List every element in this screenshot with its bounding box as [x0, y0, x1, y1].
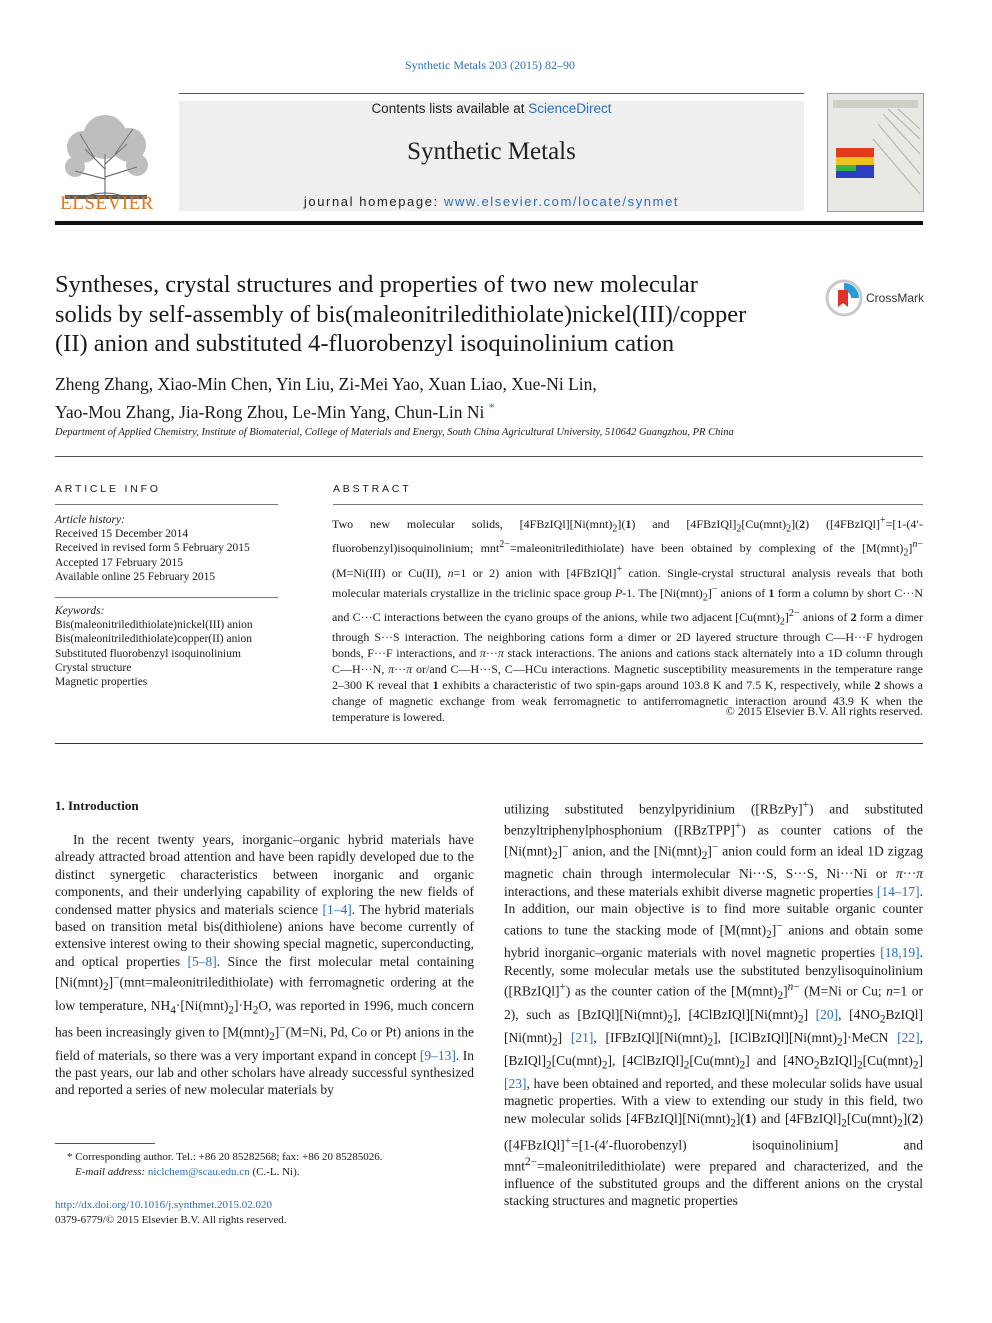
history-item: Accepted 17 February 2015 — [55, 556, 184, 569]
elsevier-wordmark: ELSEVIER — [60, 193, 154, 214]
email-suffix: (C.-L. Ni). — [252, 1165, 300, 1178]
ref-link[interactable]: [21] — [570, 1029, 594, 1045]
history-label: Article history: — [55, 514, 125, 526]
ref-link[interactable]: [14–17] — [876, 883, 920, 899]
keywords-list — [55, 604, 280, 689]
journal-title: Synthetic Metals — [407, 138, 576, 165]
email-link[interactable]: niclchem@scau.edu.cn — [147, 1165, 250, 1178]
affiliation: Department of Applied Chemistry, Institute of Biomaterial, College of Materials and Energy, South China Agricultural University, 510642 Guangzhou, PR China — [55, 427, 734, 438]
keyword-item: Crystal structure — [55, 661, 132, 674]
ref-link[interactable]: [22] — [897, 1029, 920, 1045]
history-item: Available online 25 February 2015 — [55, 570, 216, 583]
header-rule — [55, 221, 923, 225]
article-info-heading: ARTICLE INFO — [55, 483, 161, 495]
abstract-rule — [333, 504, 923, 505]
authors-line: Zheng Zhang, Xiao-Min Chen, Yin Liu, Zi-Mei Yao, Xuan Liao, Xue-Ni Lin, — [55, 374, 597, 394]
ref-link[interactable]: [9–13] — [419, 1047, 456, 1063]
abstract-body: Two new molecular solids, $[4FBzIQl][Ni(mnt)_2](1)$ and $[4FBzIQl]_2[Cu(mnt)_2](2)$ ([4FBzIQl]+=[1-(4′-fluorobenzyl)isoquinolinium; mnt$^{2-}$=maleonitriledithiolate) have been obtained by complexing of the $[M(mnt)_2]^{n-}$ (M=Ni(III) or Cu(II), n=1 or 2) anion with [4FBzIQl]+ cation. Single-crystal structural analysis reveals that both molecular materials crystallize in the triclinic space group P-1. The $[Ni(mnt)_2]^-$ anions of 1 form a column by short C···N and C···C interactions between the cyano groups of the anions, while two adjacent $[Cu(mnt)_2]^{2-}$ anions of 2 form a dimer through S···S interaction. The neighboring cations form a dimer or 2D layered structure through C—H···F hydrogen bonds, F···F interactions, and π···π stack interactions. The anions and cations stack alternately into a 1D column through C—H···N, π···π or/and C—H···S, C—HCu interactions. Magnetic susceptibility measurements in the temperature range 2–300 K reveal that 1 exhibits a characteristic of two spin-gaps around 103.8 K and 7.5 K, respectively, while 2 shows a change of magnetic exchange from weak ferromagnetic to antiferromagnetic interaction around 43.9 K when the temperature is lowered. — [332, 515, 924, 724]
homepage-link[interactable]: www.elsevier.com/locate/synmet — [443, 194, 680, 209]
ref-link[interactable]: [20] — [815, 1006, 839, 1022]
abstract-end-rule — [55, 743, 923, 744]
issn-line: 0379-6779/© 2015 Elsevier B.V. All rights reserved. — [55, 1213, 287, 1226]
introduction-heading: 1. Introduction — [55, 798, 139, 813]
title-line: solids by self-assembly of bis(maleonitriledithiolate)nickel(III)/copper — [55, 300, 747, 328]
ref-link[interactable]: [18,19] — [880, 945, 920, 961]
masthead-top-rule — [179, 93, 804, 94]
history-item: Received in revised form 5 February 2015 — [55, 542, 250, 555]
crossmark-icon — [825, 279, 863, 317]
doi-link[interactable]: http://dx.doi.org/10.1016/j.synthmet.2015.02.020 — [55, 1199, 273, 1211]
footnote-rule — [55, 1143, 155, 1144]
history-item: Received 15 December 2014 — [55, 528, 189, 541]
corresponding-footnote — [55, 1150, 474, 1179]
crossmark-label: CrossMark — [866, 291, 925, 305]
title-line: (II) anion and substituted 4-fluorobenzyl isoquinolinium cation — [55, 330, 675, 357]
journal-citation[interactable]: Synthetic Metals 203 (2015) 82–90 — [405, 58, 575, 72]
article-info-rule — [55, 504, 278, 505]
ref-link[interactable]: [5–8] — [187, 953, 217, 969]
footnote-mark: * — [67, 1151, 73, 1163]
author-list — [55, 373, 815, 424]
abstract-copyright: © 2015 Elsevier B.V. All rights reserved. — [725, 704, 923, 718]
homepage-prefix: journal homepage: — [303, 194, 444, 209]
abstract-heading: ABSTRACT — [333, 483, 412, 495]
email-label: E-mail address: — [75, 1165, 146, 1178]
contents-prefix: Contents lists available at — [371, 101, 529, 116]
keyword-item: Bis(maleonitriledithiolate)copper(II) anion — [55, 633, 253, 646]
keywords-label: Keywords: — [55, 605, 105, 617]
sciencedirect-link[interactable]: ScienceDirect — [528, 101, 612, 116]
contents-line — [179, 101, 804, 116]
article-history — [55, 513, 280, 584]
ref-link[interactable]: [23] — [504, 1075, 527, 1091]
journal-cover-thumbnail[interactable] — [827, 93, 924, 212]
authors-line: Yao-Mou Zhang, Jia-Rong Zhou, Le-Min Yang, Chun-Lin Ni — [55, 401, 485, 422]
intro-paragraph-left: In the recent twenty years, inorganic–organic hybrid materials have already attracted broad attention and have been rapidly developed due to the distinct synergetic characteristics between inorganic and organic components, and their underlying capability of exploring the new fields of condensed matter physics and materials science [1–4]. The hybrid materials based on transition metal bis(dithiolene) anions have become currently of extensive interest owing to their showing special magnetic, superconducting, and optical properties [5–8]. Since the first molecular metal containing $[Ni(mnt)_2]^-(mnt=maleonitriledithiolate)$ with ferromagnetic ordering at the low temperature, $NH_4\cdot[Ni(mnt)_2]\cdot H_2O$, was reported in 1996, much concern has been increasingly given to $[M(mnt)_2]^-(M=Ni$, Pd, Co or Pt) anions in the field of materials, so there was a very important expand in concept [9–13]. In the past years, our lab and other scholars have already successful synthesized and reported a series of new molecular materials by — [55, 832, 475, 1098]
ref-link[interactable]: [1–4] — [322, 901, 352, 917]
article-title — [55, 270, 815, 359]
affiliation-rule — [55, 456, 923, 457]
keywords-rule — [55, 597, 278, 598]
keyword-item: Magnetic properties — [55, 676, 148, 689]
corresponding-author-link[interactable]: * — [488, 400, 495, 414]
title-line: Syntheses, crystal structures and properties of two new molecular — [55, 271, 698, 298]
keyword-item: Substituted fluorobenzyl isoquinolinium — [55, 647, 241, 660]
homepage-line — [179, 194, 804, 209]
correspondence-text: Corresponding author. Tel.: +86 20 85282568; fax: +86 20 85285026. — [75, 1151, 383, 1163]
keyword-item: Bis(maleonitriledithiolate)nickel(III) anion — [55, 619, 253, 632]
crossmark-badge[interactable] — [825, 279, 935, 319]
doi-block — [55, 1198, 287, 1227]
intro-paragraph-right: utilizing substituted benzylpyridinium ([RBzPy]+) and substituted benzyltriphenylphosphonium ([RBzTPP]+) as counter cations of the $[Ni(mnt)_2]^-$ anion, and the $[Ni(mnt)_2]^-$ anion could form an ideal 1D zigzag magnetic chain through intermolecular Ni···S, S···S, Ni···Ni or π···π interactions, and these materials exhibit diverse magnetic properties [14–17]. In addition, our main objective is to find more suitable organic counter cations to tune the stacking mode of $[M(mnt)_2]^-$ anions and obtain some hybrid inorganic–organic materials with novel magnetic properties [18,19]. Recently, some molecular metals use the substituted benzylisoquinolinium ([RBzIQl]+) as the counter cation of the $[M(mnt)_2]^{n-}$ (M=Ni or Cu; n=1 or 2), such as $[BzIQl][Ni(mnt)_2]$, $[4ClBzIQl][Ni(mnt)_2]$ [20], $[4NO_2BzIQl][Ni(mnt)_2]$ [21], $[IFBzIQl][Ni(mnt)_2]$, $[IClBzIQl][Ni(mnt)_2]\cdot MeCN$ [22], $[BzIQl]_2[Cu(mnt)_2]$, $[4ClBzIQl]_2[Cu(mnt)_2]$ and $[4NO_2BzIQl]_2[Cu(mnt)_2]$ [23], have been obtained and reported, and these molecular solids have usual magnetic properties. With a view to extending our study in this field, two new molecular solids $[4FBzIQl][Ni(mnt)_2](1)$ and $[4FBzIQl]_2[Cu(mnt)_2](2)$ ([4FBzIQl]+=[1-(4′-fluorobenzyl) isoquinolinium] and mnt$^{2-}$=maleonitriledithiolate) were prepared and characterized, and the influence of the substituted groups and the different anions on the crystal stacking structures and magnetic properties — [504, 799, 924, 1209]
